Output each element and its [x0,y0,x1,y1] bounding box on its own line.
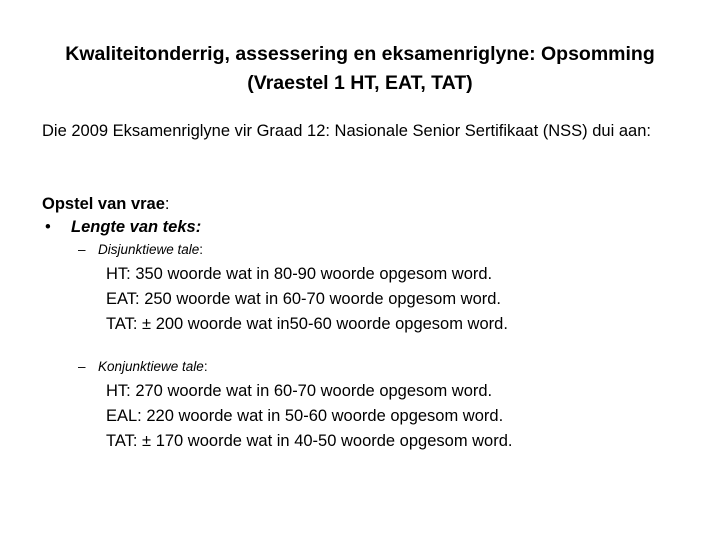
slide-title-line-2: (Vraestel 1 HT, EAT, TAT) [247,72,473,94]
sub-item-disjunctive-languages [78,241,203,259]
sub-item-conjunctive-languages [78,358,208,376]
bullet-label: Lengte van teks: [71,218,202,236]
text-line: TAT: ± 170 woorde wat in 40-50 woorde opgesom word. [106,432,513,450]
dash-icon: – [78,359,86,374]
bullet-icon: • [45,218,51,236]
sub-item-suffix: : [199,242,204,257]
conjunctive-lines [106,379,513,454]
sub-item-label: Konjunktiewe tale [98,359,204,374]
slide-title [20,40,700,98]
section-heading-text: Opstel van vrae [42,195,165,213]
disjunctive-lines [106,262,508,337]
section-heading [42,193,170,215]
sub-item-suffix: : [203,359,208,374]
text-line: EAT: 250 woorde wat in 60-70 woorde opgesom word. [106,290,502,308]
text-line: TAT: ± 200 woorde wat in50-60 woorde opgesom word. [106,315,508,333]
sub-item-label: Disjunktiewe tale [98,242,200,257]
section-heading-suffix: : [164,195,170,213]
text-line: EAL: 220 woorde wat in 50-60 woorde opgesom word. [106,407,504,425]
text-line: HT: 270 woorde wat in 60-70 woorde opgesom word. [106,382,493,400]
intro-paragraph: Die 2009 Eksamenriglyne vir Graad 12: Nasionale Senior Sertifikaat (NSS) dui aan: [42,122,651,140]
dash-icon: – [78,242,86,257]
bullet-item-text-length [45,216,201,238]
text-line: HT: 350 woorde wat in 80-90 woorde opgesom word. [106,265,493,283]
slide-title-line-1: Kwaliteitonderrig, assessering en eksamenriglyne: Opsomming [65,43,655,65]
